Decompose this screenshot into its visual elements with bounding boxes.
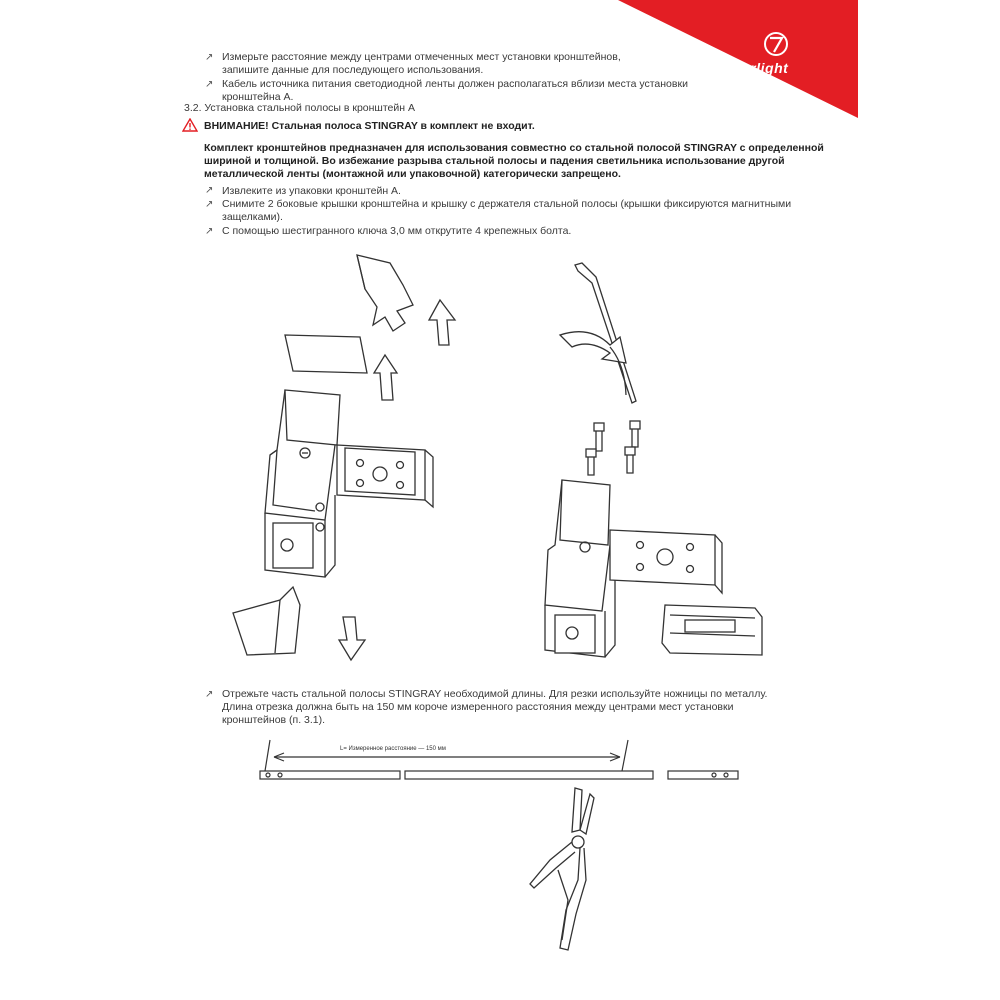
bullet-arrow-icon: ↗ [205,79,214,90]
bullet-measure: Измерьте расстояние между центрами отмеченных мест установки кронштейнов, запишите данные для последующего использования. [222,51,621,76]
bullet-cable: Кабель источника питания светодиодной ленты должен располагаться вблизи места установки кронштейна А. [222,78,688,103]
section-title: 3.2. Установка стальной полосы в кронштейн А [184,102,415,114]
step-unpack: Извлеките из упаковки кронштейн А. [222,185,401,197]
bullet-arrow-icon: ↗ [205,689,214,700]
dimension-label: L= Измеренное расстояние — 150 мм [340,746,446,752]
brand-logo: arlight [742,60,789,76]
bullet-arrow-icon: ↗ [205,185,214,196]
steel-strip-drawing [250,735,750,795]
bullet-arrow-icon: ↗ [205,52,214,63]
warning-icon [182,118,198,132]
bullet-arrow-icon: ↗ [205,226,214,237]
warning-text: ВНИМАНИЕ! Стальная полоса STINGRAY в комплект не входит. [204,120,535,132]
step-unscrew-bolts: С помощью шестигранного ключа 3,0 мм открутите 4 крепежных болта. [222,225,572,237]
step-remove-covers: Снимите 2 боковые крышки кронштейна и крышку с держателя стальной полосы (крышки фиксируются магнитными защелками). [222,198,792,223]
bullet-arrow-icon: ↗ [205,199,214,210]
bracket-bolts-illustration [540,255,780,675]
kit-note: Комплект кронштейнов предназначен для использования совместно со стальной полосой STINGRAY с определенной шириной и толщиной. Во избежание разрыва стальной полосы и падения светильника использование другой металлической ленты (монтажной или упаковочной) категорически запрещено. [204,142,824,180]
metal-shears-icon [520,780,610,955]
bracket-disassembly-illustration [225,245,475,675]
step-cut-strip: Отрежьте часть стальной полосы STINGRAY необходимой длины. Для резки используйте ножницы по металлу. Длина отрезка должна быть на 150 мм короче измеренного расстояния между центрами мест установки кронштейнов (п. 3.1). [222,688,768,726]
